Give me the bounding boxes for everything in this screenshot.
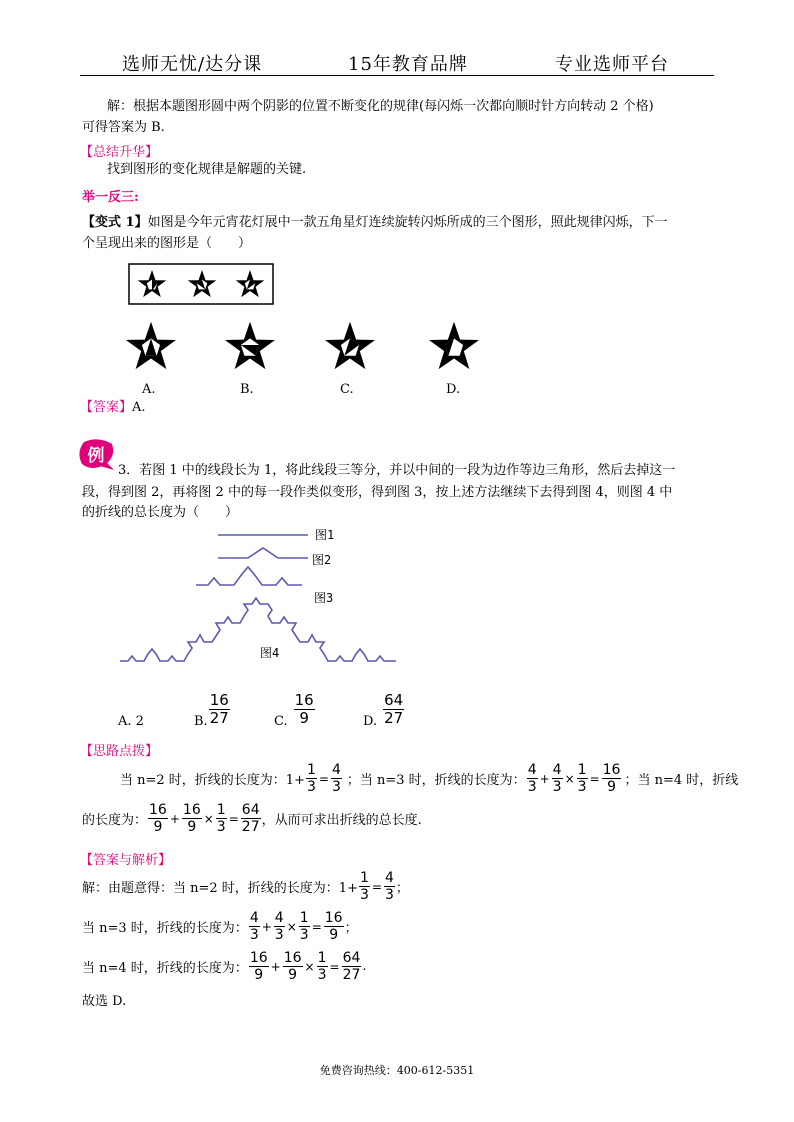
star-option-d: D. — [446, 382, 461, 397]
option-star-d — [429, 322, 479, 369]
header-center: 15年教育品牌 — [348, 54, 468, 75]
footer-hotline: 免费咨询热线：400-612-5351 — [319, 1064, 475, 1077]
opt-d-label: D. — [363, 714, 378, 729]
analysis-line-3: 当 n=4 时，折线的长度为： $\frac{16}{9}$ + $\frac{16}{9}$ × $\frac{1}{3}$ = $\frac{64}{27}$ . — [82, 950, 367, 983]
analysis-line-2: 当 n=3 时，折线的长度为： $\frac{4}{3}$ + $\frac{4}{3}$ × $\frac{1}{3}$ = $\frac{16}{9}$ ； — [82, 910, 358, 943]
option-star-c — [325, 322, 375, 369]
example-option-c — [274, 690, 316, 729]
frame-star-2 — [188, 270, 217, 297]
header-left: 选师无忧/达分课 — [122, 54, 263, 75]
example-option-d — [363, 690, 405, 729]
variant-tag: 【变式 1】 — [82, 215, 148, 230]
header-rule — [80, 75, 714, 76]
star-option-b: B. — [240, 382, 254, 397]
solution-line-1: 解：根据本题图形圆中两个阴影的位置不断变化的规律(每闪烁一次都向顺时针方向转动 2 个格) — [107, 99, 654, 114]
solution-line-2: 可得答案为 B. — [82, 120, 165, 135]
variant-line-1 — [82, 212, 668, 234]
opt-d-frac: $\frac{64}{27}$ — [384, 691, 404, 727]
example-option-a: A. 2 — [118, 714, 144, 729]
frame-star-1 — [138, 270, 167, 297]
koch-level-4 — [120, 598, 396, 661]
example-line-2: 段，得到图 2，再将图 2 中的每一段作类似变形，得到图 3，按上述方法继续下去得到图 4，则图 4 中 — [82, 485, 673, 500]
star-options-figure — [120, 320, 490, 376]
frac-4-3: $\frac{4}{3}$ — [331, 762, 341, 795]
analysis-label: 【答案与解析】 — [80, 853, 172, 868]
fig-label-1: 图1 — [315, 528, 335, 542]
summary-label: 【总结升华】 — [80, 145, 159, 160]
hint-label: 【思路点拨】 — [80, 744, 159, 759]
example-badge-text: 例 — [87, 446, 105, 466]
hint-line-2: 的长度为： $\frac{16}{9}$ + $\frac{16}{9}$ × $\frac{1}{3}$ = $\frac{64}{27}$ ， 从而可求出折线的总长度. — [82, 802, 422, 835]
variant-text-1: 如图是今年元宵花灯展中一款五角星灯连续旋转闪烁所成的三个图形，照此规律闪烁，下一 — [147, 215, 668, 230]
frame-star-3 — [236, 270, 265, 297]
summary-text: 找到图形的变化规律是解题的关键. — [107, 162, 307, 177]
star-sequence-figure — [128, 263, 274, 305]
practice-label: 举一反三: — [82, 190, 139, 205]
koch-level-3 — [196, 567, 302, 585]
fig-label-4: 图4 — [260, 646, 280, 660]
star-option-a: A. — [142, 382, 156, 397]
variant-answer — [80, 397, 146, 419]
hint-line-1: 当 n=2 时，折线的长度为：1+ $\frac{1}{3}$ = $\frac{4}{3}$ ；当 n=3 时，折线的长度为： $\frac{4}{3}$ + $\frac{4}{3}$ × $\frac{1}{3}$ = $\frac{16}{9}$ ；当 n=4 时，折线 — [120, 762, 739, 795]
analysis-line-4: 故选 D. — [82, 994, 127, 1009]
header-right: 专业选师平台 — [555, 54, 669, 75]
answer-value: A. — [132, 400, 146, 415]
option-star-a — [126, 322, 176, 369]
opt-c-label: C. — [274, 714, 288, 729]
variant-line-2: 个呈现出来的图形是（ ） — [82, 236, 252, 251]
example-option-b — [194, 690, 231, 729]
koch-curve-figure — [118, 524, 408, 670]
koch-level-2 — [218, 548, 308, 558]
option-star-b — [225, 322, 275, 369]
example-line-3: 的折线的总长度为（ ） — [82, 505, 239, 520]
fig-label-2: 图2 — [312, 553, 332, 567]
opt-c-frac: $\frac{16}{9}$ — [294, 691, 314, 727]
frac-1-3: $\frac{1}{3}$ — [306, 762, 316, 795]
opt-b-frac: $\frac{16}{27}$ — [209, 691, 229, 727]
fig-label-3: 图3 — [314, 591, 334, 605]
analysis-line-1: 解：由题意得：当 n=2 时，折线的长度为：1+ $\frac{1}{3}$ = $\frac{4}{3}$ ； — [82, 870, 409, 903]
star-option-c: C. — [340, 382, 354, 397]
opt-b-label: B. — [194, 714, 208, 729]
example-line-1: 3．若图 1 中的线段长为 1，将此线段三等分，并以中间的一段为边作等边三角形，然后去掉这一 — [118, 463, 676, 478]
example-badge-icon — [78, 438, 118, 472]
answer-label: 【答案】 — [80, 400, 133, 415]
